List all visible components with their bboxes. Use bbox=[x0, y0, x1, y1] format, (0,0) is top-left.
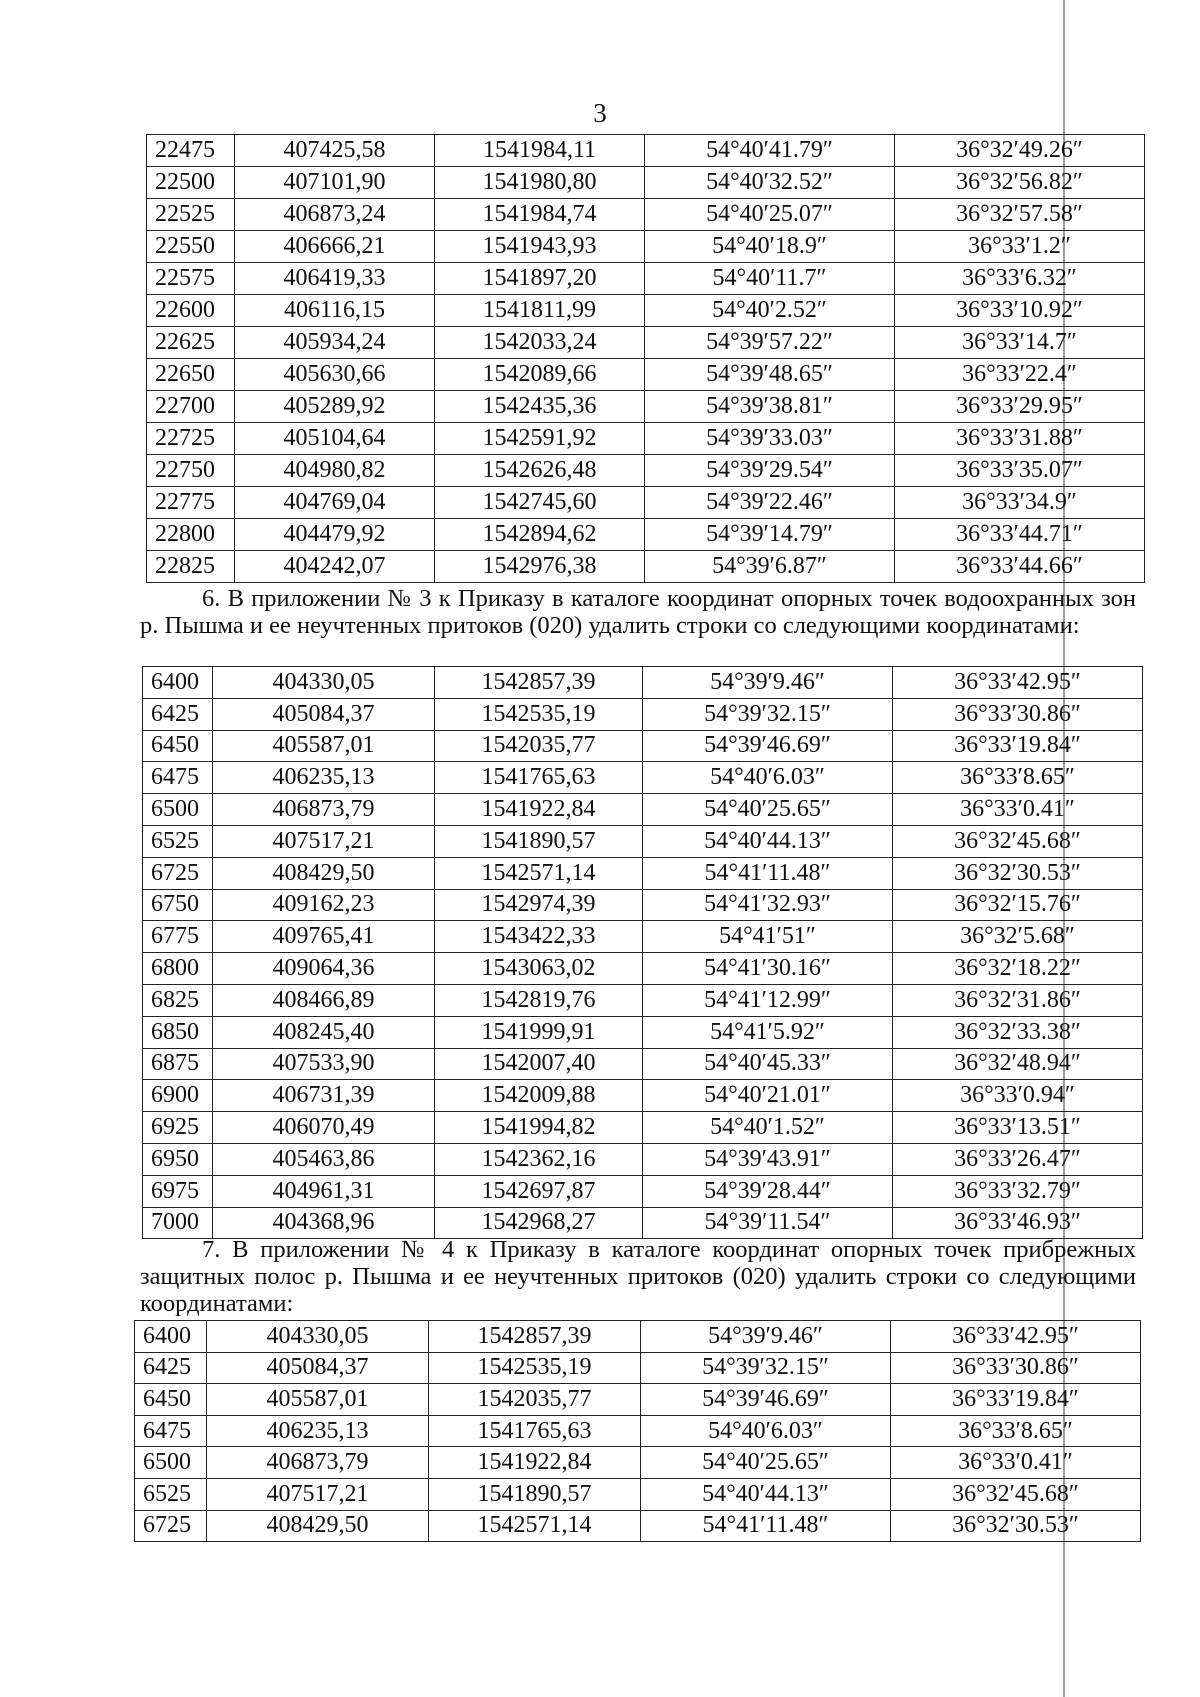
latitude-cell: 54°40′18.9″ bbox=[645, 231, 895, 263]
latitude-cell: 54°39′57.22″ bbox=[645, 327, 895, 359]
point-number-cell: 6500 bbox=[135, 1447, 207, 1479]
table-row bbox=[143, 921, 1143, 953]
latitude-cell: 54°41′11.48″ bbox=[643, 857, 893, 889]
paragraph-7 bbox=[140, 1236, 1136, 1317]
y-coordinate-cell: 1541994,82 bbox=[435, 1112, 643, 1144]
point-number-cell: 6450 bbox=[135, 1384, 207, 1416]
coordinates-table-3 bbox=[134, 1320, 1141, 1542]
latitude-cell: 54°40′6.03″ bbox=[643, 762, 893, 794]
x-coordinate-cell: 405289,92 bbox=[235, 391, 435, 423]
point-number-cell: 6475 bbox=[135, 1415, 207, 1447]
x-coordinate-cell: 404242,07 bbox=[235, 551, 435, 583]
latitude-cell: 54°39′33.03″ bbox=[645, 423, 895, 455]
coordinates-table-2 bbox=[142, 666, 1143, 1239]
table-row bbox=[135, 1352, 1141, 1384]
longitude-cell: 36°33′42.95″ bbox=[893, 667, 1143, 699]
x-coordinate-cell: 405084,37 bbox=[213, 698, 435, 730]
point-number-cell: 6400 bbox=[143, 667, 213, 699]
point-number-cell: 22775 bbox=[147, 487, 235, 519]
longitude-cell: 36°32′31.86″ bbox=[893, 984, 1143, 1016]
x-coordinate-cell: 404330,05 bbox=[207, 1321, 429, 1353]
y-coordinate-cell: 1541984,74 bbox=[435, 199, 645, 231]
table-row bbox=[143, 1175, 1143, 1207]
latitude-cell: 54°40′41.79″ bbox=[645, 135, 895, 167]
longitude-cell: 36°33′46.93″ bbox=[893, 1207, 1143, 1239]
y-coordinate-cell: 1541980,80 bbox=[435, 167, 645, 199]
y-coordinate-cell: 1542857,39 bbox=[435, 667, 643, 699]
table-row bbox=[143, 762, 1143, 794]
longitude-cell: 36°33′34.9″ bbox=[895, 487, 1145, 519]
longitude-cell: 36°33′29.95″ bbox=[895, 391, 1145, 423]
y-coordinate-cell: 1542435,36 bbox=[435, 391, 645, 423]
y-coordinate-cell: 1543422,33 bbox=[435, 921, 643, 953]
latitude-cell: 54°41′12.99″ bbox=[643, 984, 893, 1016]
x-coordinate-cell: 405463,86 bbox=[213, 1143, 435, 1175]
y-coordinate-cell: 1542571,14 bbox=[435, 857, 643, 889]
x-coordinate-cell: 409162,23 bbox=[213, 889, 435, 921]
x-coordinate-cell: 406873,24 bbox=[235, 199, 435, 231]
latitude-cell: 54°40′25.65″ bbox=[643, 794, 893, 826]
point-number-cell: 22475 bbox=[147, 135, 235, 167]
longitude-cell: 36°33′19.84″ bbox=[891, 1384, 1141, 1416]
point-number-cell: 6425 bbox=[135, 1352, 207, 1384]
point-number-cell: 6725 bbox=[135, 1510, 207, 1542]
longitude-cell: 36°33′32.79″ bbox=[893, 1175, 1143, 1207]
y-coordinate-cell: 1542968,27 bbox=[435, 1207, 643, 1239]
table-row bbox=[147, 359, 1145, 391]
y-coordinate-cell: 1542362,16 bbox=[435, 1143, 643, 1175]
point-number-cell: 22825 bbox=[147, 551, 235, 583]
point-number-cell: 6800 bbox=[143, 953, 213, 985]
y-coordinate-cell: 1541890,57 bbox=[429, 1478, 641, 1510]
x-coordinate-cell: 407101,90 bbox=[235, 167, 435, 199]
latitude-cell: 54°40′25.07″ bbox=[645, 199, 895, 231]
y-coordinate-cell: 1541890,57 bbox=[435, 825, 643, 857]
longitude-cell: 36°33′1.2″ bbox=[895, 231, 1145, 263]
longitude-cell: 36°33′0.41″ bbox=[891, 1447, 1141, 1479]
table-row bbox=[143, 667, 1143, 699]
longitude-cell: 36°32′45.68″ bbox=[891, 1478, 1141, 1510]
latitude-cell: 54°39′32.15″ bbox=[641, 1352, 891, 1384]
latitude-cell: 54°40′21.01″ bbox=[643, 1080, 893, 1112]
y-coordinate-cell: 1541984,11 bbox=[435, 135, 645, 167]
x-coordinate-cell: 404330,05 bbox=[213, 667, 435, 699]
latitude-cell: 54°39′48.65″ bbox=[645, 359, 895, 391]
point-number-cell: 6725 bbox=[143, 857, 213, 889]
y-coordinate-cell: 1542626,48 bbox=[435, 455, 645, 487]
x-coordinate-cell: 405587,01 bbox=[213, 730, 435, 762]
longitude-cell: 36°32′18.22″ bbox=[893, 953, 1143, 985]
latitude-cell: 54°39′46.69″ bbox=[641, 1384, 891, 1416]
point-number-cell: 22625 bbox=[147, 327, 235, 359]
longitude-cell: 36°33′8.65″ bbox=[891, 1415, 1141, 1447]
table-row bbox=[143, 1207, 1143, 1239]
longitude-cell: 36°33′44.66″ bbox=[895, 551, 1145, 583]
y-coordinate-cell: 1542009,88 bbox=[435, 1080, 643, 1112]
y-coordinate-cell: 1541765,63 bbox=[429, 1415, 641, 1447]
point-number-cell: 6975 bbox=[143, 1175, 213, 1207]
longitude-cell: 36°33′26.47″ bbox=[893, 1143, 1143, 1175]
table-row bbox=[147, 551, 1145, 583]
x-coordinate-cell: 409064,36 bbox=[213, 953, 435, 985]
paragraph-6 bbox=[140, 585, 1136, 639]
table-row bbox=[147, 519, 1145, 551]
x-coordinate-cell: 405104,64 bbox=[235, 423, 435, 455]
y-coordinate-cell: 1542857,39 bbox=[429, 1321, 641, 1353]
x-coordinate-cell: 404980,82 bbox=[235, 455, 435, 487]
point-number-cell: 6825 bbox=[143, 984, 213, 1016]
x-coordinate-cell: 407517,21 bbox=[207, 1478, 429, 1510]
y-coordinate-cell: 1541765,63 bbox=[435, 762, 643, 794]
longitude-cell: 36°33′35.07″ bbox=[895, 455, 1145, 487]
table-row bbox=[143, 1112, 1143, 1144]
table-row bbox=[135, 1510, 1141, 1542]
table-row bbox=[147, 263, 1145, 295]
table-row bbox=[135, 1478, 1141, 1510]
longitude-cell: 36°32′45.68″ bbox=[893, 825, 1143, 857]
longitude-cell: 36°32′49.26″ bbox=[895, 135, 1145, 167]
point-number-cell: 22550 bbox=[147, 231, 235, 263]
x-coordinate-cell: 407425,58 bbox=[235, 135, 435, 167]
x-coordinate-cell: 409765,41 bbox=[213, 921, 435, 953]
paragraph-7-text: 7. В приложении № 4 к Приказу в каталоге координат опорных точек прибрежных защитных полос р. Пышма и ее неучтенных притоков (020) удалить строки со следующими координатами: bbox=[140, 1236, 1136, 1317]
longitude-cell: 36°33′8.65″ bbox=[893, 762, 1143, 794]
point-number-cell: 22750 bbox=[147, 455, 235, 487]
point-number-cell: 6750 bbox=[143, 889, 213, 921]
longitude-cell: 36°33′22.4″ bbox=[895, 359, 1145, 391]
y-coordinate-cell: 1542571,14 bbox=[429, 1510, 641, 1542]
latitude-cell: 54°39′28.44″ bbox=[643, 1175, 893, 1207]
y-coordinate-cell: 1541811,99 bbox=[435, 295, 645, 327]
point-number-cell: 6850 bbox=[143, 1016, 213, 1048]
point-number-cell: 6875 bbox=[143, 1048, 213, 1080]
y-coordinate-cell: 1542697,87 bbox=[435, 1175, 643, 1207]
longitude-cell: 36°32′48.94″ bbox=[893, 1048, 1143, 1080]
latitude-cell: 54°39′22.46″ bbox=[645, 487, 895, 519]
y-coordinate-cell: 1542974,39 bbox=[435, 889, 643, 921]
point-number-cell: 22575 bbox=[147, 263, 235, 295]
page-number: 3 bbox=[593, 98, 607, 128]
longitude-cell: 36°33′30.86″ bbox=[893, 698, 1143, 730]
paragraph-6-text: 6. В приложении № 3 к Приказу в каталоге координат опорных точек водоохранных зон р. Пышма и ее неучтенных притоков (020) удалить строки со следующими координатами: bbox=[140, 585, 1136, 639]
table-row bbox=[143, 698, 1143, 730]
latitude-cell: 54°39′43.91″ bbox=[643, 1143, 893, 1175]
x-coordinate-cell: 404479,92 bbox=[235, 519, 435, 551]
table-row bbox=[147, 327, 1145, 359]
x-coordinate-cell: 405587,01 bbox=[207, 1384, 429, 1416]
x-coordinate-cell: 406666,21 bbox=[235, 231, 435, 263]
y-coordinate-cell: 1543063,02 bbox=[435, 953, 643, 985]
y-coordinate-cell: 1541922,84 bbox=[435, 794, 643, 826]
longitude-cell: 36°33′44.71″ bbox=[895, 519, 1145, 551]
table-row bbox=[147, 423, 1145, 455]
point-number-cell: 22600 bbox=[147, 295, 235, 327]
y-coordinate-cell: 1542535,19 bbox=[429, 1352, 641, 1384]
longitude-cell: 36°32′5.68″ bbox=[893, 921, 1143, 953]
latitude-cell: 54°40′11.7″ bbox=[645, 263, 895, 295]
table-row bbox=[135, 1321, 1141, 1353]
y-coordinate-cell: 1542535,19 bbox=[435, 698, 643, 730]
point-number-cell: 6900 bbox=[143, 1080, 213, 1112]
point-number-cell: 6400 bbox=[135, 1321, 207, 1353]
point-number-cell: 6925 bbox=[143, 1112, 213, 1144]
longitude-cell: 36°32′15.76″ bbox=[893, 889, 1143, 921]
table-row bbox=[143, 984, 1143, 1016]
y-coordinate-cell: 1541999,91 bbox=[435, 1016, 643, 1048]
y-coordinate-cell: 1542035,77 bbox=[435, 730, 643, 762]
x-coordinate-cell: 408429,50 bbox=[207, 1510, 429, 1542]
latitude-cell: 54°39′6.87″ bbox=[645, 551, 895, 583]
table-row bbox=[143, 825, 1143, 857]
table-row bbox=[135, 1447, 1141, 1479]
x-coordinate-cell: 405630,66 bbox=[235, 359, 435, 391]
latitude-cell: 54°39′11.54″ bbox=[643, 1207, 893, 1239]
latitude-cell: 54°39′38.81″ bbox=[645, 391, 895, 423]
x-coordinate-cell: 406873,79 bbox=[213, 794, 435, 826]
y-coordinate-cell: 1542089,66 bbox=[435, 359, 645, 391]
point-number-cell: 6500 bbox=[143, 794, 213, 826]
longitude-cell: 36°32′30.53″ bbox=[891, 1510, 1141, 1542]
longitude-cell: 36°32′33.38″ bbox=[893, 1016, 1143, 1048]
table-row bbox=[147, 231, 1145, 263]
point-number-cell: 6950 bbox=[143, 1143, 213, 1175]
longitude-cell: 36°33′6.32″ bbox=[895, 263, 1145, 295]
latitude-cell: 54°41′11.48″ bbox=[641, 1510, 891, 1542]
x-coordinate-cell: 405084,37 bbox=[207, 1352, 429, 1384]
point-number-cell: 22700 bbox=[147, 391, 235, 423]
y-coordinate-cell: 1542007,40 bbox=[435, 1048, 643, 1080]
x-coordinate-cell: 406070,49 bbox=[213, 1112, 435, 1144]
x-coordinate-cell: 407517,21 bbox=[213, 825, 435, 857]
longitude-cell: 36°33′42.95″ bbox=[891, 1321, 1141, 1353]
coordinates-table-1 bbox=[146, 134, 1145, 583]
table-row bbox=[147, 199, 1145, 231]
y-coordinate-cell: 1541922,84 bbox=[429, 1447, 641, 1479]
x-coordinate-cell: 406873,79 bbox=[207, 1447, 429, 1479]
longitude-cell: 36°33′13.51″ bbox=[893, 1112, 1143, 1144]
table-row bbox=[143, 889, 1143, 921]
table-row bbox=[143, 730, 1143, 762]
y-coordinate-cell: 1541943,93 bbox=[435, 231, 645, 263]
latitude-cell: 54°39′9.46″ bbox=[643, 667, 893, 699]
latitude-cell: 54°40′1.52″ bbox=[643, 1112, 893, 1144]
table-row bbox=[135, 1415, 1141, 1447]
longitude-cell: 36°33′14.7″ bbox=[895, 327, 1145, 359]
latitude-cell: 54°39′32.15″ bbox=[643, 698, 893, 730]
x-coordinate-cell: 408466,89 bbox=[213, 984, 435, 1016]
table-row bbox=[135, 1384, 1141, 1416]
point-number-cell: 6425 bbox=[143, 698, 213, 730]
point-number-cell: 6475 bbox=[143, 762, 213, 794]
table-row bbox=[143, 1143, 1143, 1175]
x-coordinate-cell: 404961,31 bbox=[213, 1175, 435, 1207]
table-row bbox=[143, 1048, 1143, 1080]
longitude-cell: 36°33′0.94″ bbox=[893, 1080, 1143, 1112]
latitude-cell: 54°39′14.79″ bbox=[645, 519, 895, 551]
point-number-cell: 22525 bbox=[147, 199, 235, 231]
latitude-cell: 54°39′9.46″ bbox=[641, 1321, 891, 1353]
table-row bbox=[147, 455, 1145, 487]
y-coordinate-cell: 1542894,62 bbox=[435, 519, 645, 551]
point-number-cell: 22650 bbox=[147, 359, 235, 391]
table-row bbox=[143, 953, 1143, 985]
table-row bbox=[147, 135, 1145, 167]
point-number-cell: 22800 bbox=[147, 519, 235, 551]
y-coordinate-cell: 1542591,92 bbox=[435, 423, 645, 455]
point-number-cell: 6450 bbox=[143, 730, 213, 762]
x-coordinate-cell: 405934,24 bbox=[235, 327, 435, 359]
latitude-cell: 54°40′44.13″ bbox=[641, 1478, 891, 1510]
y-coordinate-cell: 1542745,60 bbox=[435, 487, 645, 519]
table-row bbox=[143, 1080, 1143, 1112]
table-row bbox=[143, 857, 1143, 889]
longitude-cell: 36°33′19.84″ bbox=[893, 730, 1143, 762]
longitude-cell: 36°33′30.86″ bbox=[891, 1352, 1141, 1384]
point-number-cell: 6775 bbox=[143, 921, 213, 953]
x-coordinate-cell: 406731,39 bbox=[213, 1080, 435, 1112]
y-coordinate-cell: 1542035,77 bbox=[429, 1384, 641, 1416]
point-number-cell: 6525 bbox=[135, 1478, 207, 1510]
y-coordinate-cell: 1541897,20 bbox=[435, 263, 645, 295]
latitude-cell: 54°40′44.13″ bbox=[643, 825, 893, 857]
table-row bbox=[143, 1016, 1143, 1048]
longitude-cell: 36°33′31.88″ bbox=[895, 423, 1145, 455]
point-number-cell: 22725 bbox=[147, 423, 235, 455]
point-number-cell: 22500 bbox=[147, 167, 235, 199]
x-coordinate-cell: 408245,40 bbox=[213, 1016, 435, 1048]
latitude-cell: 54°40′25.65″ bbox=[641, 1447, 891, 1479]
longitude-cell: 36°32′30.53″ bbox=[893, 857, 1143, 889]
longitude-cell: 36°33′10.92″ bbox=[895, 295, 1145, 327]
x-coordinate-cell: 406419,33 bbox=[235, 263, 435, 295]
longitude-cell: 36°32′56.82″ bbox=[895, 167, 1145, 199]
point-number-cell: 7000 bbox=[143, 1207, 213, 1239]
point-number-cell: 6525 bbox=[143, 825, 213, 857]
latitude-cell: 54°41′51″ bbox=[643, 921, 893, 953]
x-coordinate-cell: 404769,04 bbox=[235, 487, 435, 519]
y-coordinate-cell: 1542033,24 bbox=[435, 327, 645, 359]
longitude-cell: 36°32′57.58″ bbox=[895, 199, 1145, 231]
y-coordinate-cell: 1542819,76 bbox=[435, 984, 643, 1016]
longitude-cell: 36°33′0.41″ bbox=[893, 794, 1143, 826]
x-coordinate-cell: 407533,90 bbox=[213, 1048, 435, 1080]
table-row bbox=[147, 167, 1145, 199]
y-coordinate-cell: 1542976,38 bbox=[435, 551, 645, 583]
table-row bbox=[147, 391, 1145, 423]
latitude-cell: 54°41′30.16″ bbox=[643, 953, 893, 985]
x-coordinate-cell: 406116,15 bbox=[235, 295, 435, 327]
latitude-cell: 54°40′2.52″ bbox=[645, 295, 895, 327]
latitude-cell: 54°41′5.92″ bbox=[643, 1016, 893, 1048]
x-coordinate-cell: 404368,96 bbox=[213, 1207, 435, 1239]
table-row bbox=[147, 295, 1145, 327]
latitude-cell: 54°39′29.54″ bbox=[645, 455, 895, 487]
latitude-cell: 54°40′32.52″ bbox=[645, 167, 895, 199]
latitude-cell: 54°41′32.93″ bbox=[643, 889, 893, 921]
table-row bbox=[147, 487, 1145, 519]
table-row bbox=[143, 794, 1143, 826]
latitude-cell: 54°39′46.69″ bbox=[643, 730, 893, 762]
latitude-cell: 54°40′45.33″ bbox=[643, 1048, 893, 1080]
latitude-cell: 54°40′6.03″ bbox=[641, 1415, 891, 1447]
x-coordinate-cell: 406235,13 bbox=[207, 1415, 429, 1447]
x-coordinate-cell: 406235,13 bbox=[213, 762, 435, 794]
x-coordinate-cell: 408429,50 bbox=[213, 857, 435, 889]
